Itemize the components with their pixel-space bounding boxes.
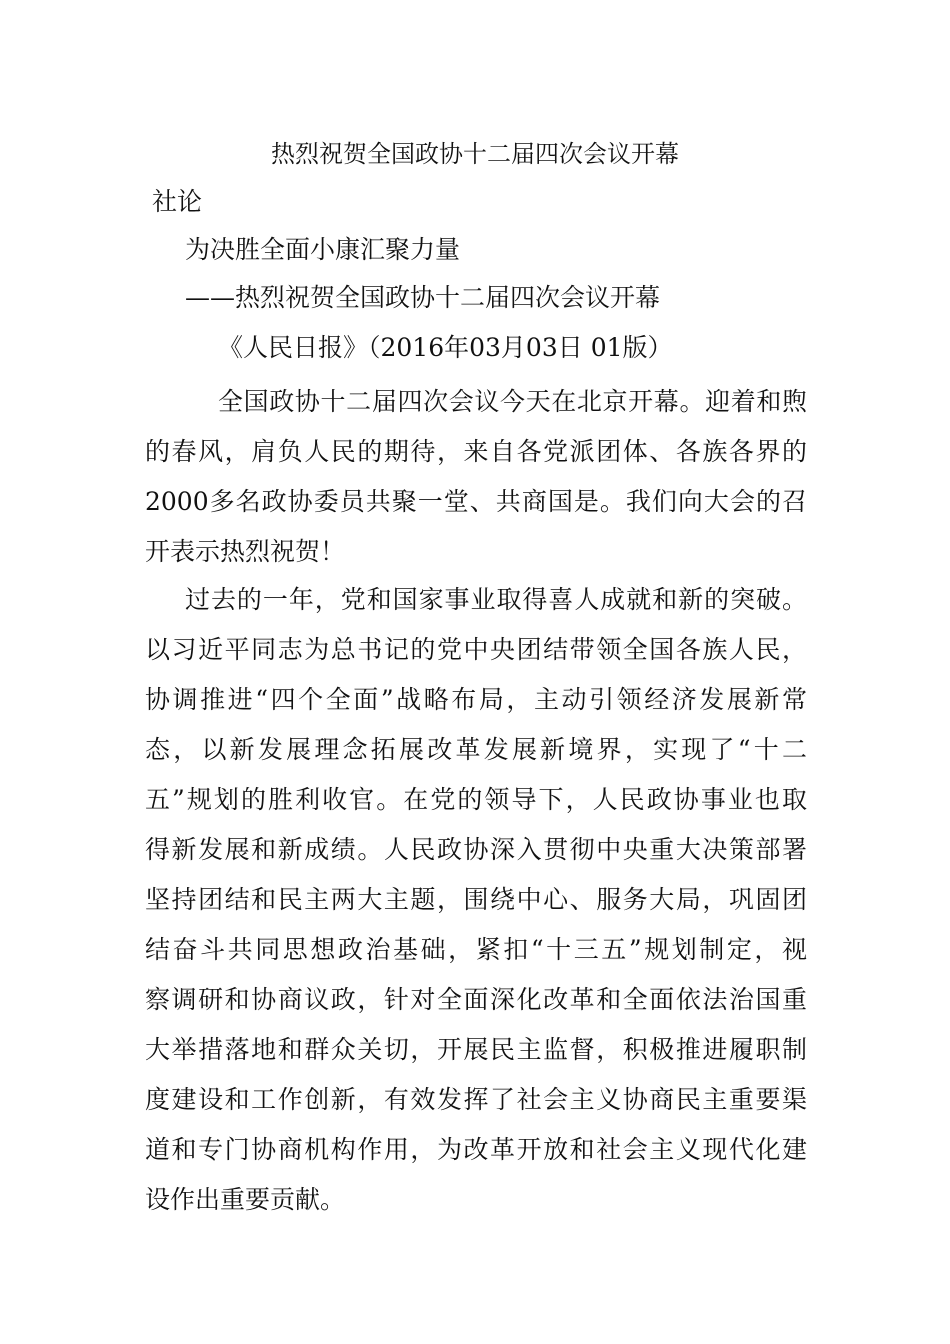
paragraph-1-line-2: 的春风，肩负人民的期待，来自各党派团体、各族各界的 xyxy=(145,437,807,466)
headline: 为决胜全面小康汇聚力量 xyxy=(185,235,461,264)
paragraph-2-line-8: 结奋斗共同思想政治基础，紧扣“十三五”规划制定，视 xyxy=(145,935,807,964)
paragraph-1-line-1: 全国政协十二届四次会议今天在北京开幕。迎着和煦 xyxy=(218,387,807,416)
paragraph-2-line-6: 得新发展和新成绩。人民政协深入贯彻中央重大决策部署 xyxy=(145,835,807,864)
document-title: 热烈祝贺全国政协十二届四次会议开幕 xyxy=(271,140,679,168)
paragraph-2-line-12: 道和专门协商机构作用，为改革开放和社会主义现代化建 xyxy=(145,1135,807,1164)
paragraph-2-line-2: 以习近平同志为总书记的党中央团结带领全国各族人民， xyxy=(145,635,807,664)
subheadline: ——热烈祝贺全国政协十二届四次会议开幕 xyxy=(185,283,661,312)
source-line: 《人民日报》（2016年03月03日 01版） xyxy=(218,333,673,362)
column-label: 社论 xyxy=(152,187,203,216)
paragraph-2-line-13: 设作出重要贡献。 xyxy=(145,1185,346,1214)
paragraph-2-line-5: 五”规划的胜利收官。在党的领导下，人民政协事业也取 xyxy=(145,785,807,814)
paragraph-2-line-11: 度建设和工作创新，有效发挥了社会主义协商民主重要渠 xyxy=(145,1085,807,1114)
paragraph-2-line-1: 过去的一年，党和国家事业取得喜人成就和新的突破。 xyxy=(185,585,807,614)
paragraph-2-line-7: 坚持团结和民主两大主题，围绕中心、服务大局，巩固团 xyxy=(145,885,807,914)
paragraph-1-line-4: 开表示热烈祝贺！ xyxy=(145,537,346,566)
paragraph-2-line-10: 大举措落地和群众关切，开展民主监督，积极推进履职制 xyxy=(145,1035,807,1064)
paragraph-1-line-3: 2000多名政协委员共聚一堂、共商国是。我们向大会的召 xyxy=(145,487,807,516)
paragraph-2-line-9: 察调研和协商议政，针对全面深化改革和全面依法治国重 xyxy=(145,985,807,1014)
paragraph-2-line-4: 态，以新发展理念拓展改革发展新境界，实现了“十二 xyxy=(145,735,807,764)
paragraph-2-line-3: 协调推进“四个全面”战略布局，主动引领经济发展新常 xyxy=(145,685,807,714)
